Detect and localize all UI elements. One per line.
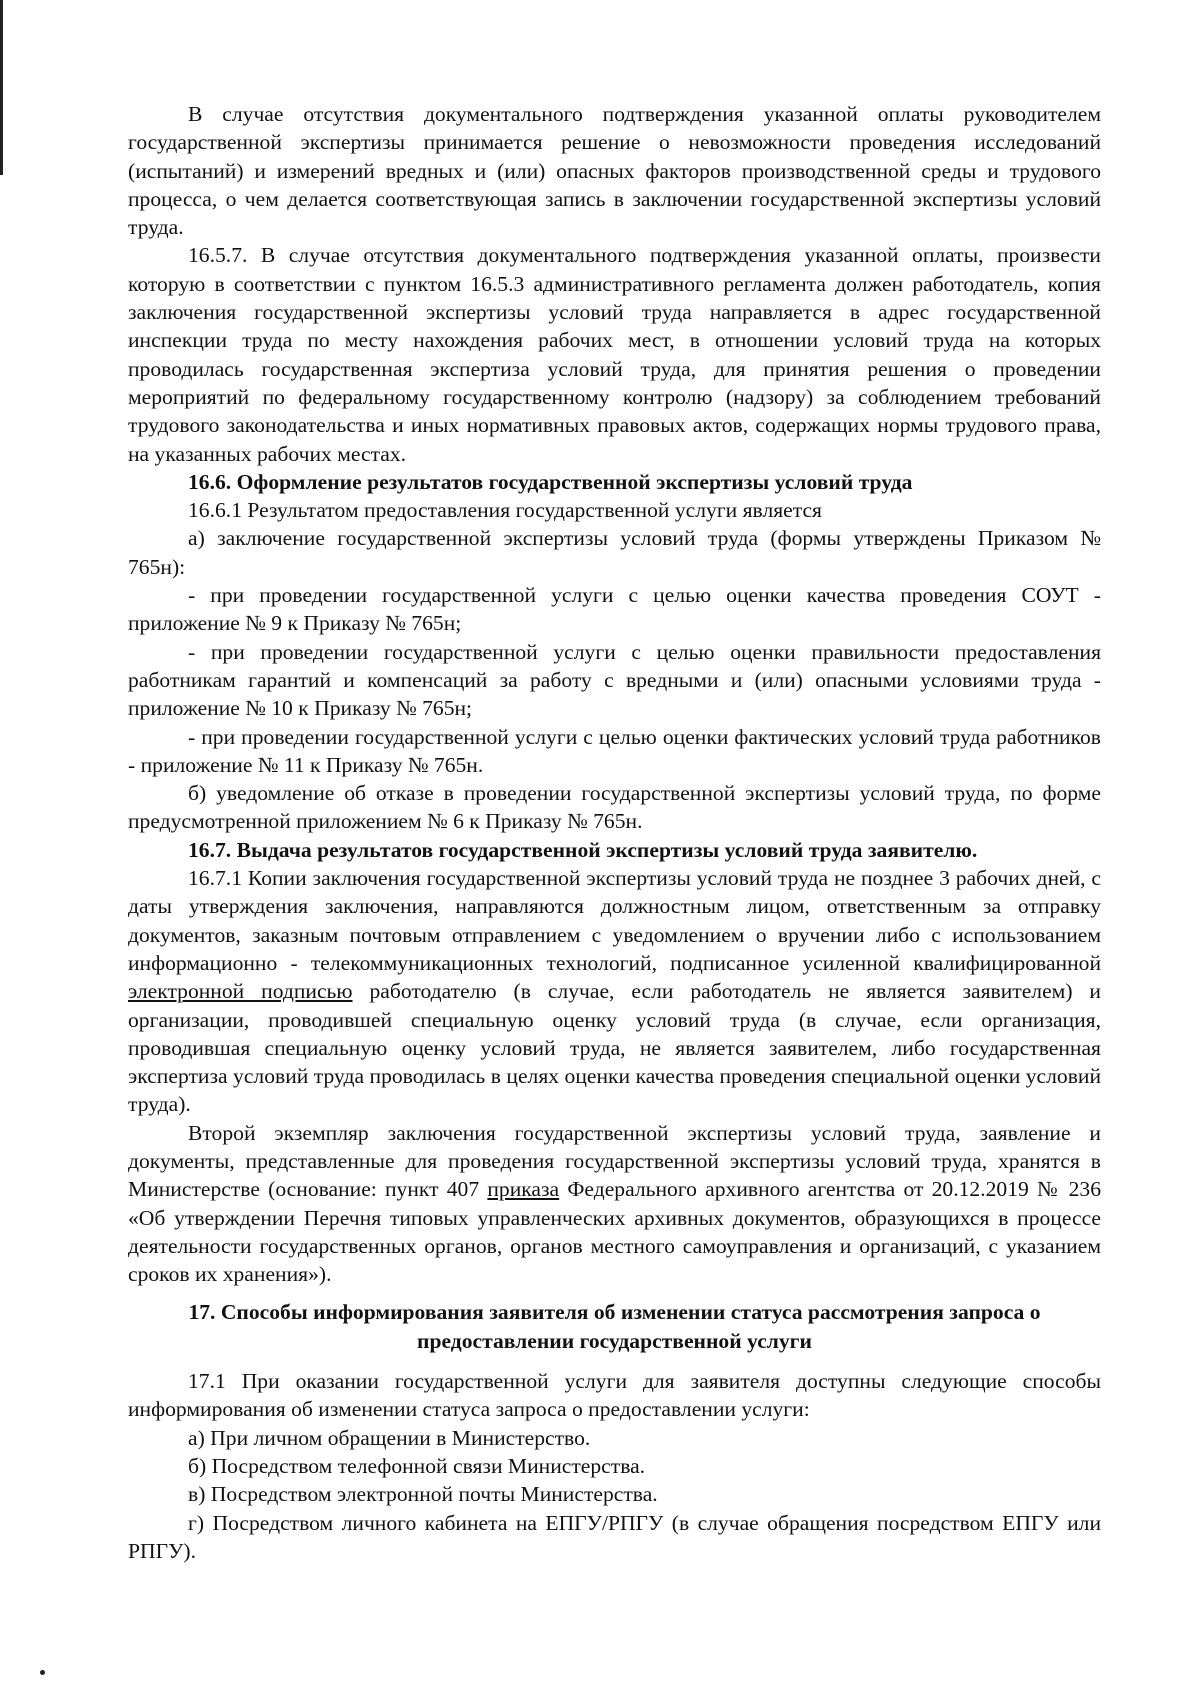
paragraph-second-copy-text-a: Второй экземпляр заключения государственной экспертизы условий труда, заявление и документы, представленные для проведения государственной экспертизы условий труда, хранятся в Министерстве (основание: пункт 407 (128, 1120, 1101, 1202)
heading-16-7: 16.7. Выдача результатов государственной экспертизы условий труда заявителю. (188, 837, 978, 862)
paragraph-no-payment: В случае отсутствия документального подтверждения указанной оплаты руководителем государственной экспертизы принимается решение о невозможности проведения исследований (испытаний) и измерений вредных и (или) опасных факторов производственной среды и трудового процесса, о чем делается соответствующая запись в заключении государственной экспертизы условий труда. (128, 102, 1101, 240)
list-item-a-conclusion: а) заключение государственной экспертизы условий труда (формы утверждены Приказом № 765н): (128, 526, 1101, 579)
list-item-phone: б) Посредством телефонной связи Министерства. (188, 1453, 646, 1478)
link-order[interactable]: приказа (487, 1177, 560, 1202)
paragraph-16-7-1-text-a: 16.7.1 Копии заключения государственной экспертизы условий труда не позднее 3 рабочих дней, с даты утверждения заключения, направляются должностным лицом, ответственным за отправку документов, заказным почтовым отправлением с уведомлением о вручении либо с использованием информационно - телекоммуникационных технологий, подписанное усиленной квалифицированной (128, 866, 1101, 975)
paragraph-17-1: 17.1 При оказании государственной услуги для заявителя доступны следующие способы информирования об изменении статуса запроса о предоставлении услуги: (128, 1369, 1101, 1422)
paragraph-16-7-1-text-b: работодателю (в случае, если работодатель не является заявителем) и организации, проводившей специальную оценку условий труда (в случае, если организация, проводившая специальную оценку условий труда, не является заявителем, либо государственная экспертиза условий труда проводилась в целях оценки качества проведения специальной оценки условий труда). (128, 979, 1101, 1117)
list-item-epgu-cabinet: г) Посредством личного кабинета на ЕПГУ/РПГУ (в случае обращения посредством ЕПГУ или РПГУ). (128, 1510, 1101, 1563)
paragraph-16-5-7: 16.5.7. В случае отсутствия документального подтверждения указанной оплаты, произвести которую в соответствии с пунктом 16.5.3 административного регламента должен работодатель, копия заключения государственной экспертизы условий труда направляется в адрес государственной инспекции труда по месту нахождения рабочих мест, в отношении условий труда на которых проводилась государственная экспертиза условий труда, для принятия решения о проведении мероприятий по федеральному государственному контролю (надзору) за соблюдением требований трудового законодательства и иных нормативных правовых актов, содержащих нормы трудового права, на указанных рабочих местах. (128, 243, 1101, 466)
list-item-actual-conditions: - при проведении государственной услуги с целью оценки фактических условий труда работников - приложение № 11 к Приказу № 765н. (128, 724, 1101, 777)
heading-16-6: 16.6. Оформление результатов государственной экспертизы условий труда (188, 469, 913, 494)
list-item-guarantees: - при проведении государственной услуги с целью оценки правильности предоставления работникам гарантий и компенсаций за работу с вредными и (или) опасными условиями труда - приложение № 10 к Приказу № 765н; (128, 639, 1101, 721)
list-item-b-refusal: б) уведомление об отказе в проведении государственной экспертизы условий труда, по форме предусмотренной приложением № 6 к Приказу № 765н. (128, 781, 1101, 834)
paragraph-second-copy-text-b: Федерального архивного агентства от 20.12.2019 № 236 «Об утверждении Перечня типовых управленческих архивных документов, образующихся в процессе деятельности государственных органов, органов местного самоуправления и организаций, с указанием сроков их хранения»). (128, 1177, 1101, 1287)
list-item-personal-visit: а) При личном обращении в Министерство. (188, 1425, 591, 1450)
paragraph-16-7-1 (128, 864, 1101, 1119)
list-item-email: в) Посредством электронной почты Министерства. (188, 1482, 658, 1507)
scan-edge-mark (0, 0, 3, 175)
paragraph-16-6-1: 16.6.1 Результатом предоставления государственной услуги является (188, 498, 822, 523)
document-body (128, 100, 1101, 1565)
list-item-sout-quality: - при проведении государственной услуги с целью оценки качества проведения СОУТ - приложение № 9 к Приказу № 765н; (128, 583, 1101, 636)
heading-section-17: 17. Способы информирования заявителя об изменении статуса рассмотрения запроса о предоставлении государственной услуги (188, 1300, 1041, 1353)
paragraph-second-copy (128, 1119, 1101, 1289)
scan-speck (40, 1670, 45, 1675)
link-electronic-signature[interactable]: электронной подписью (128, 979, 353, 1004)
